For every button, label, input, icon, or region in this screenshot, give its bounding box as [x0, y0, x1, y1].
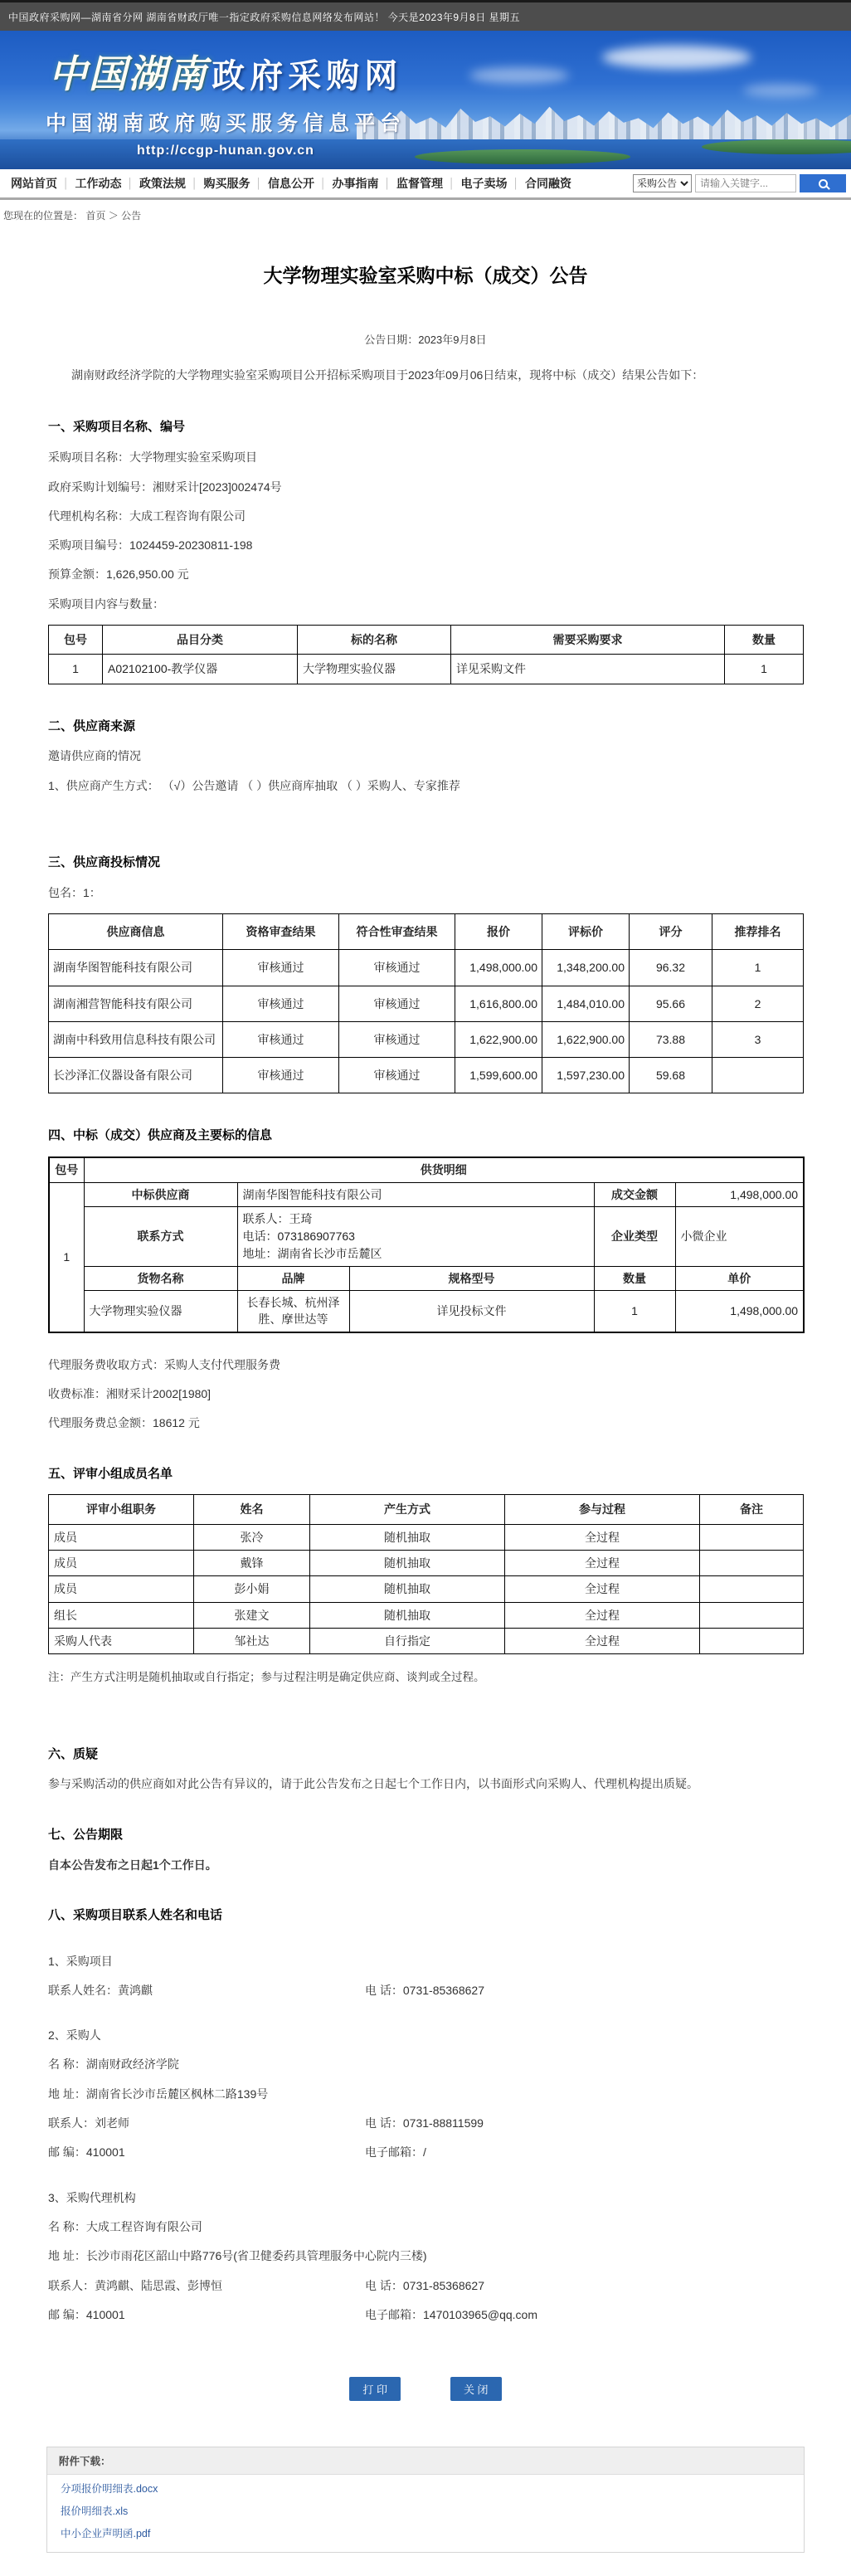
table-header-cell: 评标价 [542, 914, 630, 950]
agency-name: 名 称：大成工程咨询有限公司 [48, 2219, 202, 2233]
amount-value: 1,498,000.00 [675, 1182, 804, 1206]
table-cell: 全过程 [505, 1602, 700, 1628]
table-cell: 张冷 [194, 1524, 310, 1550]
nav-separator: │ [320, 178, 327, 189]
bidders-table [48, 913, 804, 1093]
site-logo [43, 44, 408, 158]
table-cell [712, 1058, 804, 1093]
table-cell: 随机抽取 [310, 1576, 505, 1602]
contact-info-cell [237, 1206, 594, 1266]
table-cell [700, 1550, 804, 1575]
table-row [49, 1157, 804, 1182]
logo-calligraphy: 中国湖南 [48, 53, 208, 95]
table-cell: A02102100-教学仪器 [103, 655, 298, 684]
agency-phone: 电 话：0731-85368627 [365, 2278, 484, 2292]
table-cell: 审核通过 [339, 986, 455, 1021]
section2-heading: 二、供应商来源 [48, 718, 136, 733]
table-row [49, 1058, 804, 1093]
part3-title: 3、采购代理机构 [48, 2190, 136, 2204]
section4-heading: 四、中标（成交）供应商及主要标的信息 [48, 1128, 273, 1143]
table-cell: 1,616,800.00 [455, 986, 542, 1021]
announce-date: 公告日期：2023年9月8日 [364, 334, 487, 347]
attachments-list [47, 2475, 804, 2552]
search-input[interactable] [695, 174, 796, 192]
island-decoration [415, 149, 630, 164]
quantity-header: 数量 [594, 1266, 675, 1290]
search-area [633, 174, 846, 192]
committee-note: 注：产生方式注明是随机抽取或自行指定；参与过程注明是确定供应商、谈判或全过程。 [48, 1671, 485, 1684]
table-row [49, 1182, 804, 1206]
section7-heading: 七、公告期限 [48, 1827, 124, 1842]
supplier-selection-line: 1、供应商产生方式： （√）公告邀请 （ ）供应商库抽取 （ ）采购人、专家推荐 [48, 778, 460, 792]
table-header-cell: 需要采购要求 [451, 626, 725, 655]
announcement-content [48, 262, 803, 2447]
breadcrumb-prefix: 您现在的位置是： [3, 210, 84, 222]
attachments-title: 附件下载： [47, 2447, 804, 2475]
table-cell: 湖南华图智能科技有限公司 [49, 950, 223, 986]
table-header-cell: 备注 [700, 1495, 804, 1524]
plan-number-line: 政府采购计划编号：湘财采计[2023]002474号 [48, 480, 282, 494]
table-cell: 戴锋 [194, 1550, 310, 1575]
table-cell: 全过程 [505, 1576, 700, 1602]
table-cell: 96.32 [630, 950, 712, 986]
table-cell: 59.68 [630, 1058, 712, 1093]
contact-row [48, 2277, 803, 2294]
purchaser-zip: 邮 编：410001 [48, 2145, 125, 2160]
winner-label: 中标供应商 [84, 1182, 237, 1206]
agency-contacts: 联系人：黄鸿麒、陆思霞、彭博恒 [48, 2278, 222, 2292]
spec-header: 规格型号 [349, 1266, 594, 1290]
table-row [49, 655, 804, 684]
action-buttons [48, 2377, 803, 2401]
fee-total-line: 代理服务费总金额：18612 元 [48, 1416, 200, 1430]
nav-items [5, 175, 577, 192]
table-cell: 1,484,010.00 [542, 986, 630, 1021]
purchaser-phone: 电 话：0731-88811599 [365, 2116, 484, 2130]
breadcrumb-home-link[interactable]: 首页 [85, 210, 106, 222]
contact-row [48, 2144, 803, 2160]
contact-address: 地址：湖南省长沙市岳麓区 [242, 1246, 382, 1260]
table-cell: 随机抽取 [310, 1550, 505, 1575]
table-cell: 审核通过 [223, 1058, 339, 1093]
table-header-cell: 供应商信息 [49, 914, 223, 950]
search-button[interactable] [800, 174, 846, 192]
table-cell: 1 [49, 655, 103, 684]
project-contact-name: 联系人姓名：黄鸿麒 [48, 1983, 153, 1997]
table-cell: 1,599,600.00 [455, 1058, 542, 1093]
award-table [48, 1157, 805, 1332]
committee-table [48, 1494, 804, 1654]
quantity-cell: 1 [594, 1291, 675, 1332]
city-skyline-decoration [357, 103, 851, 141]
table-cell: 1,348,200.00 [542, 950, 630, 986]
table-cell [700, 1524, 804, 1550]
cloud-decoration [743, 84, 818, 97]
logo-subtitle: 中国湖南政府购买服务信息平台 [45, 112, 406, 135]
table-header-row [49, 914, 804, 950]
table-cell: 彭小娟 [194, 1576, 310, 1602]
announce-period-body: 自本公告发布之日起1个工作日。 [48, 1858, 217, 1872]
enterprise-type-label: 企业类型 [594, 1206, 675, 1266]
section5-heading: 五、评审小组成员名单 [48, 1466, 173, 1481]
cloud-decoration [602, 46, 751, 69]
project-name-line: 采购项目名称：大学物理实验室采购项目 [48, 450, 257, 465]
table-cell: 3 [712, 1021, 804, 1057]
fee-standard-line: 收费标准：湘财采计2002[1980] [48, 1387, 212, 1401]
nav-item-4[interactable]: 信息公开 [268, 177, 314, 190]
table-cell: 审核通过 [339, 1058, 455, 1093]
nav-item-3[interactable]: 购买服务 [203, 177, 250, 190]
table-cell: 审核通过 [339, 950, 455, 986]
contact-phone: 电话：073186907763 [242, 1229, 355, 1243]
table-cell: 全过程 [505, 1550, 700, 1575]
table-header-cell: 评分 [630, 914, 712, 950]
logo-title: 政府采购网 [212, 58, 403, 95]
table-cell: 1,498,000.00 [455, 950, 542, 986]
table-cell: 审核通过 [223, 950, 339, 986]
topbar-text: 中国政府采购网—湖南省分网 湖南省财政厅唯一指定政府采购信息网络发布网站！ 今天是2023年9月8日 星期五 [0, 0, 851, 31]
close-button[interactable]: 关 闭 [450, 2377, 502, 2401]
table-header-cell: 姓名 [194, 1495, 310, 1524]
table-row [49, 1266, 804, 1290]
amount-label: 成交金额 [594, 1182, 675, 1206]
supply-detail-header: 供货明细 [84, 1157, 804, 1182]
nav-separator: │ [127, 178, 134, 189]
table-header-cell: 包号 [49, 626, 103, 655]
table-row [49, 1550, 804, 1575]
contact-person: 联系人：王琦 [242, 1211, 313, 1225]
attachments-panel [46, 2447, 805, 2553]
nav-separator: │ [63, 178, 70, 189]
table-cell: 采购人代表 [49, 1628, 194, 1653]
table-cell: 审核通过 [223, 1021, 339, 1057]
table-row [49, 1524, 804, 1550]
announce-intro: 湖南财政经济学院的大学物理实验室采购项目公开招标采购项目于2023年09月06日结束，现将中标（成交）结果公告如下： [71, 368, 704, 382]
nav-item-7[interactable]: 电子卖场 [460, 177, 508, 190]
table-cell: 组长 [49, 1602, 194, 1628]
table-cell: 全过程 [505, 1524, 700, 1550]
table-header-cell: 参与过程 [505, 1495, 700, 1524]
table-cell: 随机抽取 [310, 1602, 505, 1628]
table-cell: 73.88 [630, 1021, 712, 1057]
table-cell: 成员 [49, 1550, 194, 1575]
nav-separator: │ [255, 178, 262, 189]
agency-email: 电子邮箱：1470103965@qq.com [365, 2307, 537, 2321]
brand-header: 品牌 [237, 1266, 349, 1290]
spec-cell: 详见投标文件 [349, 1291, 594, 1332]
budget-line: 预算金额：1,626,950.00 元 [48, 567, 189, 582]
banner-image [0, 31, 851, 169]
purchaser-address: 地 址：湖南省长沙市岳麓区枫林二路139号 [48, 2087, 269, 2101]
page-title: 大学物理实验室采购中标（成交）公告 [263, 265, 588, 286]
table-cell: 1,597,230.00 [542, 1058, 630, 1093]
nav-separator: │ [449, 178, 455, 189]
table-row [49, 1206, 804, 1266]
unit-price-header: 单价 [675, 1266, 804, 1290]
table-cell: 湖南中科致用信息科技有限公司 [49, 1021, 223, 1057]
print-button[interactable]: 打 印 [349, 2377, 401, 2401]
unit-price-cell: 1,498,000.00 [675, 1291, 804, 1332]
enterprise-type-value: 小微企业 [675, 1206, 804, 1266]
purchaser-email: 电子邮箱：/ [365, 2145, 426, 2160]
table-cell: 大学物理实验仪器 [298, 655, 451, 684]
section3-heading: 三、供应商投标情况 [48, 855, 161, 869]
section6-heading: 六、质疑 [48, 1746, 99, 1761]
table-row [49, 1021, 804, 1057]
nav-item-2[interactable]: 政策法规 [139, 177, 186, 190]
nav-separator: │ [513, 178, 519, 189]
breadcrumb-separator: ＞ [108, 210, 119, 222]
contact-row [48, 2306, 803, 2323]
table-cell: 1 [712, 950, 804, 986]
nav-item-0[interactable]: 网站首页 [11, 177, 57, 190]
goods-name-header: 货物名称 [84, 1266, 237, 1290]
table-header-cell: 资格审查结果 [223, 914, 339, 950]
table-cell: 1,622,900.00 [455, 1021, 542, 1057]
table-cell: 成员 [49, 1576, 194, 1602]
table-cell: 审核通过 [339, 1021, 455, 1057]
attachment-link[interactable]: 中小企业声明函.pdf [61, 2528, 151, 2540]
table-cell: 审核通过 [223, 986, 339, 1021]
agency-zip: 邮 编：410001 [48, 2307, 125, 2321]
search-icon [819, 179, 828, 188]
table-cell: 1,622,900.00 [542, 1021, 630, 1057]
table-row [49, 1576, 804, 1602]
table-header-cell: 推荐排名 [712, 914, 804, 950]
table-header-cell: 产生方式 [310, 1495, 505, 1524]
table-row [49, 950, 804, 986]
table-header-cell: 符合性审查结果 [339, 914, 455, 950]
table-cell: 详见采购文件 [451, 655, 725, 684]
table-cell [700, 1576, 804, 1602]
table-cell: 成员 [49, 1524, 194, 1550]
fee-method-line: 代理服务费收取方式：采购人支付代理服务费 [48, 1357, 280, 1371]
part1-title: 1、采购项目 [48, 1954, 113, 1968]
nav-separator: │ [384, 178, 391, 189]
part2-title: 2、采购人 [48, 2028, 101, 2043]
section8-heading: 八、采购项目联系人姓名和电话 [48, 1907, 223, 1922]
nav-item-6[interactable]: 监督管理 [396, 177, 443, 190]
cloud-decoration [469, 67, 569, 84]
table-row [49, 1628, 804, 1653]
table-cell: 张建文 [194, 1602, 310, 1628]
section1-heading: 一、采购项目名称、编号 [48, 420, 186, 435]
purchaser-contact: 联系人：刘老师 [48, 2116, 129, 2130]
objection-body: 参与采购活动的供应商如对此公告有异议的，请于此公告发布之日起七个工作日内，以书面形式向采购人、代理机构提出质疑。 [48, 1777, 698, 1791]
table-cell [700, 1628, 804, 1653]
table-cell: 全过程 [505, 1628, 700, 1653]
table-cell: 95.66 [630, 986, 712, 1021]
contact-row [48, 1982, 803, 1999]
table-header-cell: 标的名称 [298, 626, 451, 655]
table-header-row [49, 1495, 804, 1524]
table-cell: 1 [725, 655, 804, 684]
search-category-select[interactable] [633, 174, 692, 192]
invite-suppliers-line: 邀请供应商的情况 [48, 749, 141, 763]
table-cell: 长沙泽汇仪器设备有限公司 [49, 1058, 223, 1093]
table-row [49, 1602, 804, 1628]
table-header-cell: 报价 [455, 914, 542, 950]
attachment-link[interactable]: 报价明细表.xls [61, 2505, 129, 2518]
brand-cell: 长春长城、杭州泽胜、摩世达等 [237, 1291, 349, 1332]
table-cell: 2 [712, 986, 804, 1021]
purchaser-name: 名 称：湖南财政经济学院 [48, 2057, 179, 2072]
attachment-link[interactable]: 分项报价明细表.docx [61, 2483, 158, 2496]
table-row [49, 1291, 804, 1332]
table-row [49, 986, 804, 1021]
table-cell: 湖南湘营智能科技有限公司 [49, 986, 223, 1021]
table-header-cell: 评审小组职务 [49, 1495, 194, 1524]
agency-name-line: 代理机构名称：大成工程咨询有限公司 [48, 509, 246, 523]
package-label: 包名：1： [48, 885, 101, 899]
items-table [48, 625, 804, 684]
logo-url: http://ccgp-hunan.gov.cn [137, 144, 314, 158]
agency-address: 地 址：长沙市雨花区韶山中路776号(省卫健委药具管理服务中心院内三楼) [48, 2249, 427, 2263]
winner-name: 湖南华图智能科技有限公司 [237, 1182, 594, 1206]
table-cell: 自行指定 [310, 1628, 505, 1653]
nav-item-5[interactable]: 办事指南 [332, 177, 379, 190]
breadcrumb-current: 公告 [121, 210, 142, 222]
project-number-line: 采购项目编号：1024459-20230811-198 [48, 538, 253, 553]
table-header-row [49, 626, 804, 655]
main-navigation [0, 169, 851, 197]
contact-row [48, 2115, 803, 2131]
table-cell [700, 1602, 804, 1628]
contact-label: 联系方式 [84, 1206, 237, 1266]
package-number-cell: 1 [49, 1182, 84, 1332]
breadcrumb [0, 200, 851, 227]
goods-name-cell: 大学物理实验仪器 [84, 1291, 237, 1332]
table-cell: 随机抽取 [310, 1524, 505, 1550]
package-col-header: 包号 [49, 1157, 84, 1182]
table-cell: 邹社达 [194, 1628, 310, 1653]
nav-item-8[interactable]: 合同融资 [525, 177, 571, 190]
nav-item-1[interactable]: 工作动态 [75, 177, 122, 190]
project-contact-phone: 电 话：0731-85368627 [365, 1983, 484, 1997]
content-quantity-line: 采购项目内容与数量： [48, 597, 164, 611]
nav-separator: │ [192, 178, 198, 189]
table-header-cell: 品目分类 [103, 626, 298, 655]
table-header-cell: 数量 [725, 626, 804, 655]
